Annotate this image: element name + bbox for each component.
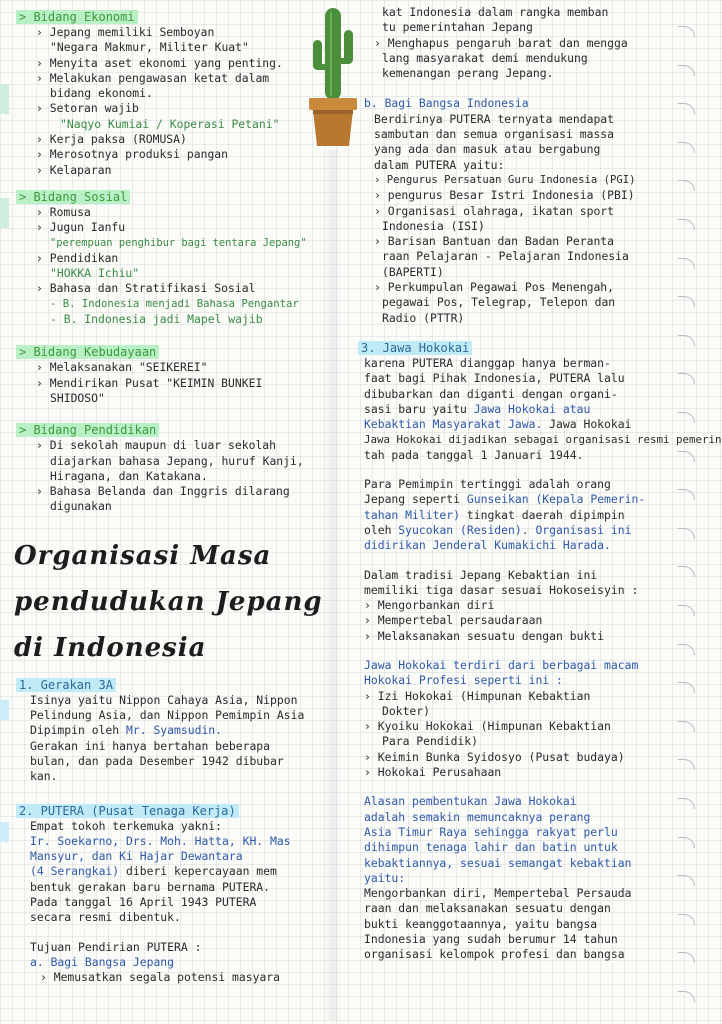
list-item: › Barisan Bantuan dan Badan Peranta xyxy=(374,234,615,249)
paragraph-line: bukti keanggotaannya, yaitu bangsa xyxy=(364,916,598,931)
paragraph-line: didirikan Jenderal Kumakichi Harada. xyxy=(364,538,611,553)
paragraph-line: kebaktiannya, sesuai semangat kebaktian xyxy=(364,855,632,870)
list-item: › Kelaparan xyxy=(36,162,112,177)
binder-ring-icon xyxy=(678,721,695,732)
binder-ring-icon xyxy=(678,875,695,886)
binder-ring-icon xyxy=(678,258,695,269)
paragraph-line: memiliki tiga dasar sesuai Hokoseisyin : xyxy=(364,582,639,597)
list-item: › Jugun Ianfu xyxy=(36,220,126,235)
binder-ring-icon xyxy=(678,65,695,76)
paragraph-line: (4 Serangkai) diberi kepercayaan mem xyxy=(30,864,277,879)
paragraph-line: tahan Militer) tingkat daerah dipimpin xyxy=(364,507,625,522)
list-item: › Bahasa dan Stratifikasi Sosial xyxy=(36,281,256,296)
list-item: "perempuan penghibur bagi tentara Jepang" xyxy=(50,236,307,249)
paragraph-line: Kebaktian Masyarakat Jawa. Jawa Hokokai xyxy=(364,417,632,432)
binder-ring-icon xyxy=(678,180,695,191)
binder-ring-icon xyxy=(678,103,695,114)
list-item: diajarkan bahasa Jepang, huruf Kanji, xyxy=(50,453,304,468)
list-item: › Merosotnya produksi pangan xyxy=(36,147,229,162)
list-item: (BAPERTI) xyxy=(382,264,444,279)
binder-ring-icon xyxy=(678,412,695,423)
paragraph-line: bentuk gerakan baru bernama PUTERA. xyxy=(30,879,271,894)
heading-bidang-kebudayaan: > Bidang Kebudayaan xyxy=(0,344,345,360)
list-item: › Mempertebal persaudaraan xyxy=(364,613,543,628)
list-item: › Menghapus pengaruh barat dan mengga xyxy=(374,35,628,50)
paragraph-line: yang ada dan masuk atau bergabung xyxy=(374,142,601,157)
paragraph-line: tah pada tanggal 1 Januari 1944. xyxy=(364,447,584,462)
list-item: › Izi Hokokai (Himpunan Kebaktian xyxy=(364,688,591,703)
list-item: "HOKKA Ichiu" xyxy=(50,266,140,281)
binder-ring-icon xyxy=(678,566,695,577)
binder-ring-icon xyxy=(678,798,695,809)
paragraph-line: Empat tokoh terkemuka yakni: xyxy=(30,818,223,833)
binder-ring-icon xyxy=(678,296,695,307)
list-item: › Melakukan pengawasan ketat dalam xyxy=(36,70,270,85)
binder-ring-icon xyxy=(678,142,695,153)
list-item: › Pendidikan xyxy=(36,250,119,265)
list-item: › pengurus Besar Istri Indonesia (PBI) xyxy=(374,188,635,203)
paragraph-line: oleh Syucokan (Residen). Organisasi ini xyxy=(364,522,632,537)
paragraph-line: dihimpun tenaga lahir dan batin untuk xyxy=(364,840,618,855)
paragraph-line: faat bagi Pihak Indonesia, PUTERA lalu xyxy=(364,371,625,386)
right-column xyxy=(358,0,722,963)
tokoh-names: Ir. Soekarno, Drs. Moh. Hatta, KH. Mas xyxy=(30,833,291,848)
list-item: › Jepang memiliki Semboyan xyxy=(36,25,215,39)
paragraph-line: Jepang seperti Gunseikan (Kepala Pemerin- xyxy=(364,492,646,507)
paragraph-line: Tujuan Pendirian PUTERA : xyxy=(30,939,202,954)
list-item: › Setoran wajib xyxy=(36,101,139,116)
heading-bidang-sosial: > Bidang Sosial xyxy=(0,189,345,205)
heading-bidang-pendidikan: > Bidang Pendidikan xyxy=(0,422,345,438)
paragraph-line: dibubarkan dan diganti dengan organi- xyxy=(364,386,618,401)
binder-ring-icon xyxy=(678,26,695,37)
leader-name: Mr. Syamsudin. xyxy=(126,723,223,738)
paragraph-line: sambutan dan semua organisasi massa xyxy=(374,127,615,142)
paragraph-line: raan dan melaksanakan sesuatu dengan xyxy=(364,901,611,916)
paragraph-line: adalah semakin memuncaknya perang xyxy=(364,809,591,824)
list-item: "Naqyo Kumiai / Koperasi Petani" xyxy=(60,116,280,131)
paragraph-line: Alasan pembentukan Jawa Hokokai xyxy=(364,794,577,809)
list-item: › Keimin Bunka Syidosyo (Pusat budaya) xyxy=(364,749,625,764)
binder-ring-icon xyxy=(678,219,695,230)
binder-ring-icon xyxy=(678,489,695,500)
list-item: › Menyita aset ekonomi yang penting. xyxy=(36,55,283,70)
list-item: › Melaksanakan "SEIKEREI" xyxy=(36,360,208,375)
paragraph-line: dalam PUTERA yaitu: xyxy=(374,157,505,172)
list-item: › Kyoiku Hokokai (Himpunan Kebaktian xyxy=(364,719,611,734)
paragraph-line: bulan, dan pada Desember 1942 dibubar xyxy=(30,753,284,768)
binder-ring-icon xyxy=(678,991,695,1002)
paragraph-line: Gerakan ini hanya bertahan beberapa xyxy=(30,738,271,753)
paragraph-line: kat Indonesia dalam rangka memban xyxy=(382,5,609,19)
list-item: › Di sekolah maupun di luar sekolah xyxy=(36,438,277,453)
binder-ring-icon xyxy=(678,528,695,539)
paragraph-line: Jawa Hokokai dijadikan sebagai organisasi resmi pemerin xyxy=(364,433,722,447)
list-item: › Mengorbankan diri xyxy=(364,598,495,613)
list-item: › Kerja paksa (ROMUSA) xyxy=(36,132,187,147)
heading-bidang-ekonomi: > Bidang Ekonomi xyxy=(0,9,345,25)
list-item: "Negara Makmur, Militer Kuat" xyxy=(50,40,249,55)
binder-ring-icon xyxy=(678,605,695,616)
list-item: SHIDOSO" xyxy=(50,390,105,405)
paragraph-line: kemenangan perang Jepang. xyxy=(382,66,554,81)
list-item: › Memusatkan segala potensi masyara xyxy=(40,970,281,985)
list-item: › Pengurus Persatuan Guru Indonesia (PGI) xyxy=(374,173,636,186)
tokoh-names: Mansyur, dan Ki Hajar Dewantara xyxy=(30,849,243,864)
list-item: › Romusa xyxy=(36,204,91,219)
binder-ring-icon xyxy=(678,644,695,655)
paragraph-line: sasi baru yaitu Jawa Hokokai atau xyxy=(364,401,591,416)
binder-ring-icon xyxy=(678,759,695,770)
list-item: pegawai Pos, Telegrap, Telepon dan xyxy=(382,295,616,310)
list-item: Radio (PTTR) xyxy=(382,310,465,325)
binder-ring-icon xyxy=(678,373,695,384)
paragraph-line: lang masyarakat demi mendukung xyxy=(382,50,588,65)
list-item: › Mendirikan Pusat "KEIMIN BUNKEI xyxy=(36,375,263,390)
list-item: Indonesia (ISI) xyxy=(382,218,485,233)
heading-putera: 2. PUTERA (Pusat Tenaga Kerja) xyxy=(0,803,345,819)
list-item: Hiragana, dan Katakana. xyxy=(50,468,208,483)
list-item: Para Pendidik) xyxy=(382,734,479,749)
heading-gerakan-3a: 1. Gerakan 3A xyxy=(0,677,345,693)
list-item: raan Pelajaran - Pelajaran Indonesia xyxy=(382,249,629,264)
page-title: di Indonesia xyxy=(14,632,207,663)
binder-ring-icon xyxy=(678,682,695,693)
binder-ring-icon xyxy=(678,952,695,963)
list-item: Dokter) xyxy=(382,703,431,718)
paragraph-line: secara resmi dibentuk. xyxy=(30,910,181,925)
list-item: › Organisasi olahraga, ikatan sport xyxy=(374,203,615,218)
list-item: › Perkumpulan Pegawai Pos Menengah, xyxy=(374,280,615,295)
paragraph-line: Dalam tradisi Jepang Kebaktian ini xyxy=(364,567,598,582)
list-item: › Melaksanakan sesuatu dengan bukti xyxy=(364,628,605,643)
paragraph-line: organisasi kelompok profesi dan bangsa xyxy=(364,947,625,962)
paragraph-line: Pada tanggal 16 April 1943 PUTERA xyxy=(30,894,257,909)
list-item: digunakan xyxy=(50,499,112,514)
paragraph-line: Dipimpin oleh Mr. Syamsudin. xyxy=(30,723,223,738)
paragraph-line: Jawa Hokokai terdiri dari berbagai macam xyxy=(364,657,639,672)
heading-jawa-hokokai: 3. Jawa Hokokai xyxy=(358,340,683,356)
binder-ring-icon xyxy=(678,837,695,848)
list-item: - B. Indonesia jadi Mapel wajib xyxy=(50,312,263,327)
paragraph-line: yaitu: xyxy=(364,870,406,885)
paragraph-line: Hokokai Profesi seperti ini : xyxy=(364,673,563,688)
list-item: › Hokokai Perusahaan xyxy=(364,765,502,780)
list-item: › Bahasa Belanda dan Inggris dilarang xyxy=(36,484,290,499)
binder-ring-icon xyxy=(678,335,695,346)
paragraph-line: Asia Timur Raya sehingga rakyat perlu xyxy=(364,824,618,839)
binder-ring-icon xyxy=(678,451,695,462)
page-title: Organisasi Masa xyxy=(14,540,272,571)
paragraph-line: kan. xyxy=(30,769,58,784)
paragraph-line: Para Pemimpin tertinggi adalah orang xyxy=(364,477,611,492)
paragraph-line: Berdirinya PUTERA ternyata mendapat xyxy=(374,111,615,126)
subheading: a. Bagi Bangsa Jepang xyxy=(30,954,175,969)
paragraph-line: tu pemerintahan Jepang xyxy=(382,20,533,35)
paragraph-line: Mengorbankan diri, Mempertebal Persauda xyxy=(364,886,632,901)
paragraph-line: Isinya yaitu Nippon Cahaya Asia, Nippon xyxy=(30,692,298,707)
paragraph-line: karena PUTERA dianggap hanya berman- xyxy=(364,355,611,370)
paragraph-line: Pelindung Asia, dan Nippon Pemimpin Asia xyxy=(30,708,305,723)
paragraph-line: Indonesia yang sudah berumur 14 tahun xyxy=(364,932,618,947)
binder-ring-icon xyxy=(678,914,695,925)
subheading: b. Bagi Bangsa Indonesia xyxy=(364,96,529,111)
left-column xyxy=(0,0,345,985)
list-item: - B. Indonesia menjadi Bahasa Pengantar xyxy=(50,297,299,310)
page-title: pendudukan Jepang xyxy=(14,586,323,617)
list-item: bidang ekonomi. xyxy=(50,86,153,101)
